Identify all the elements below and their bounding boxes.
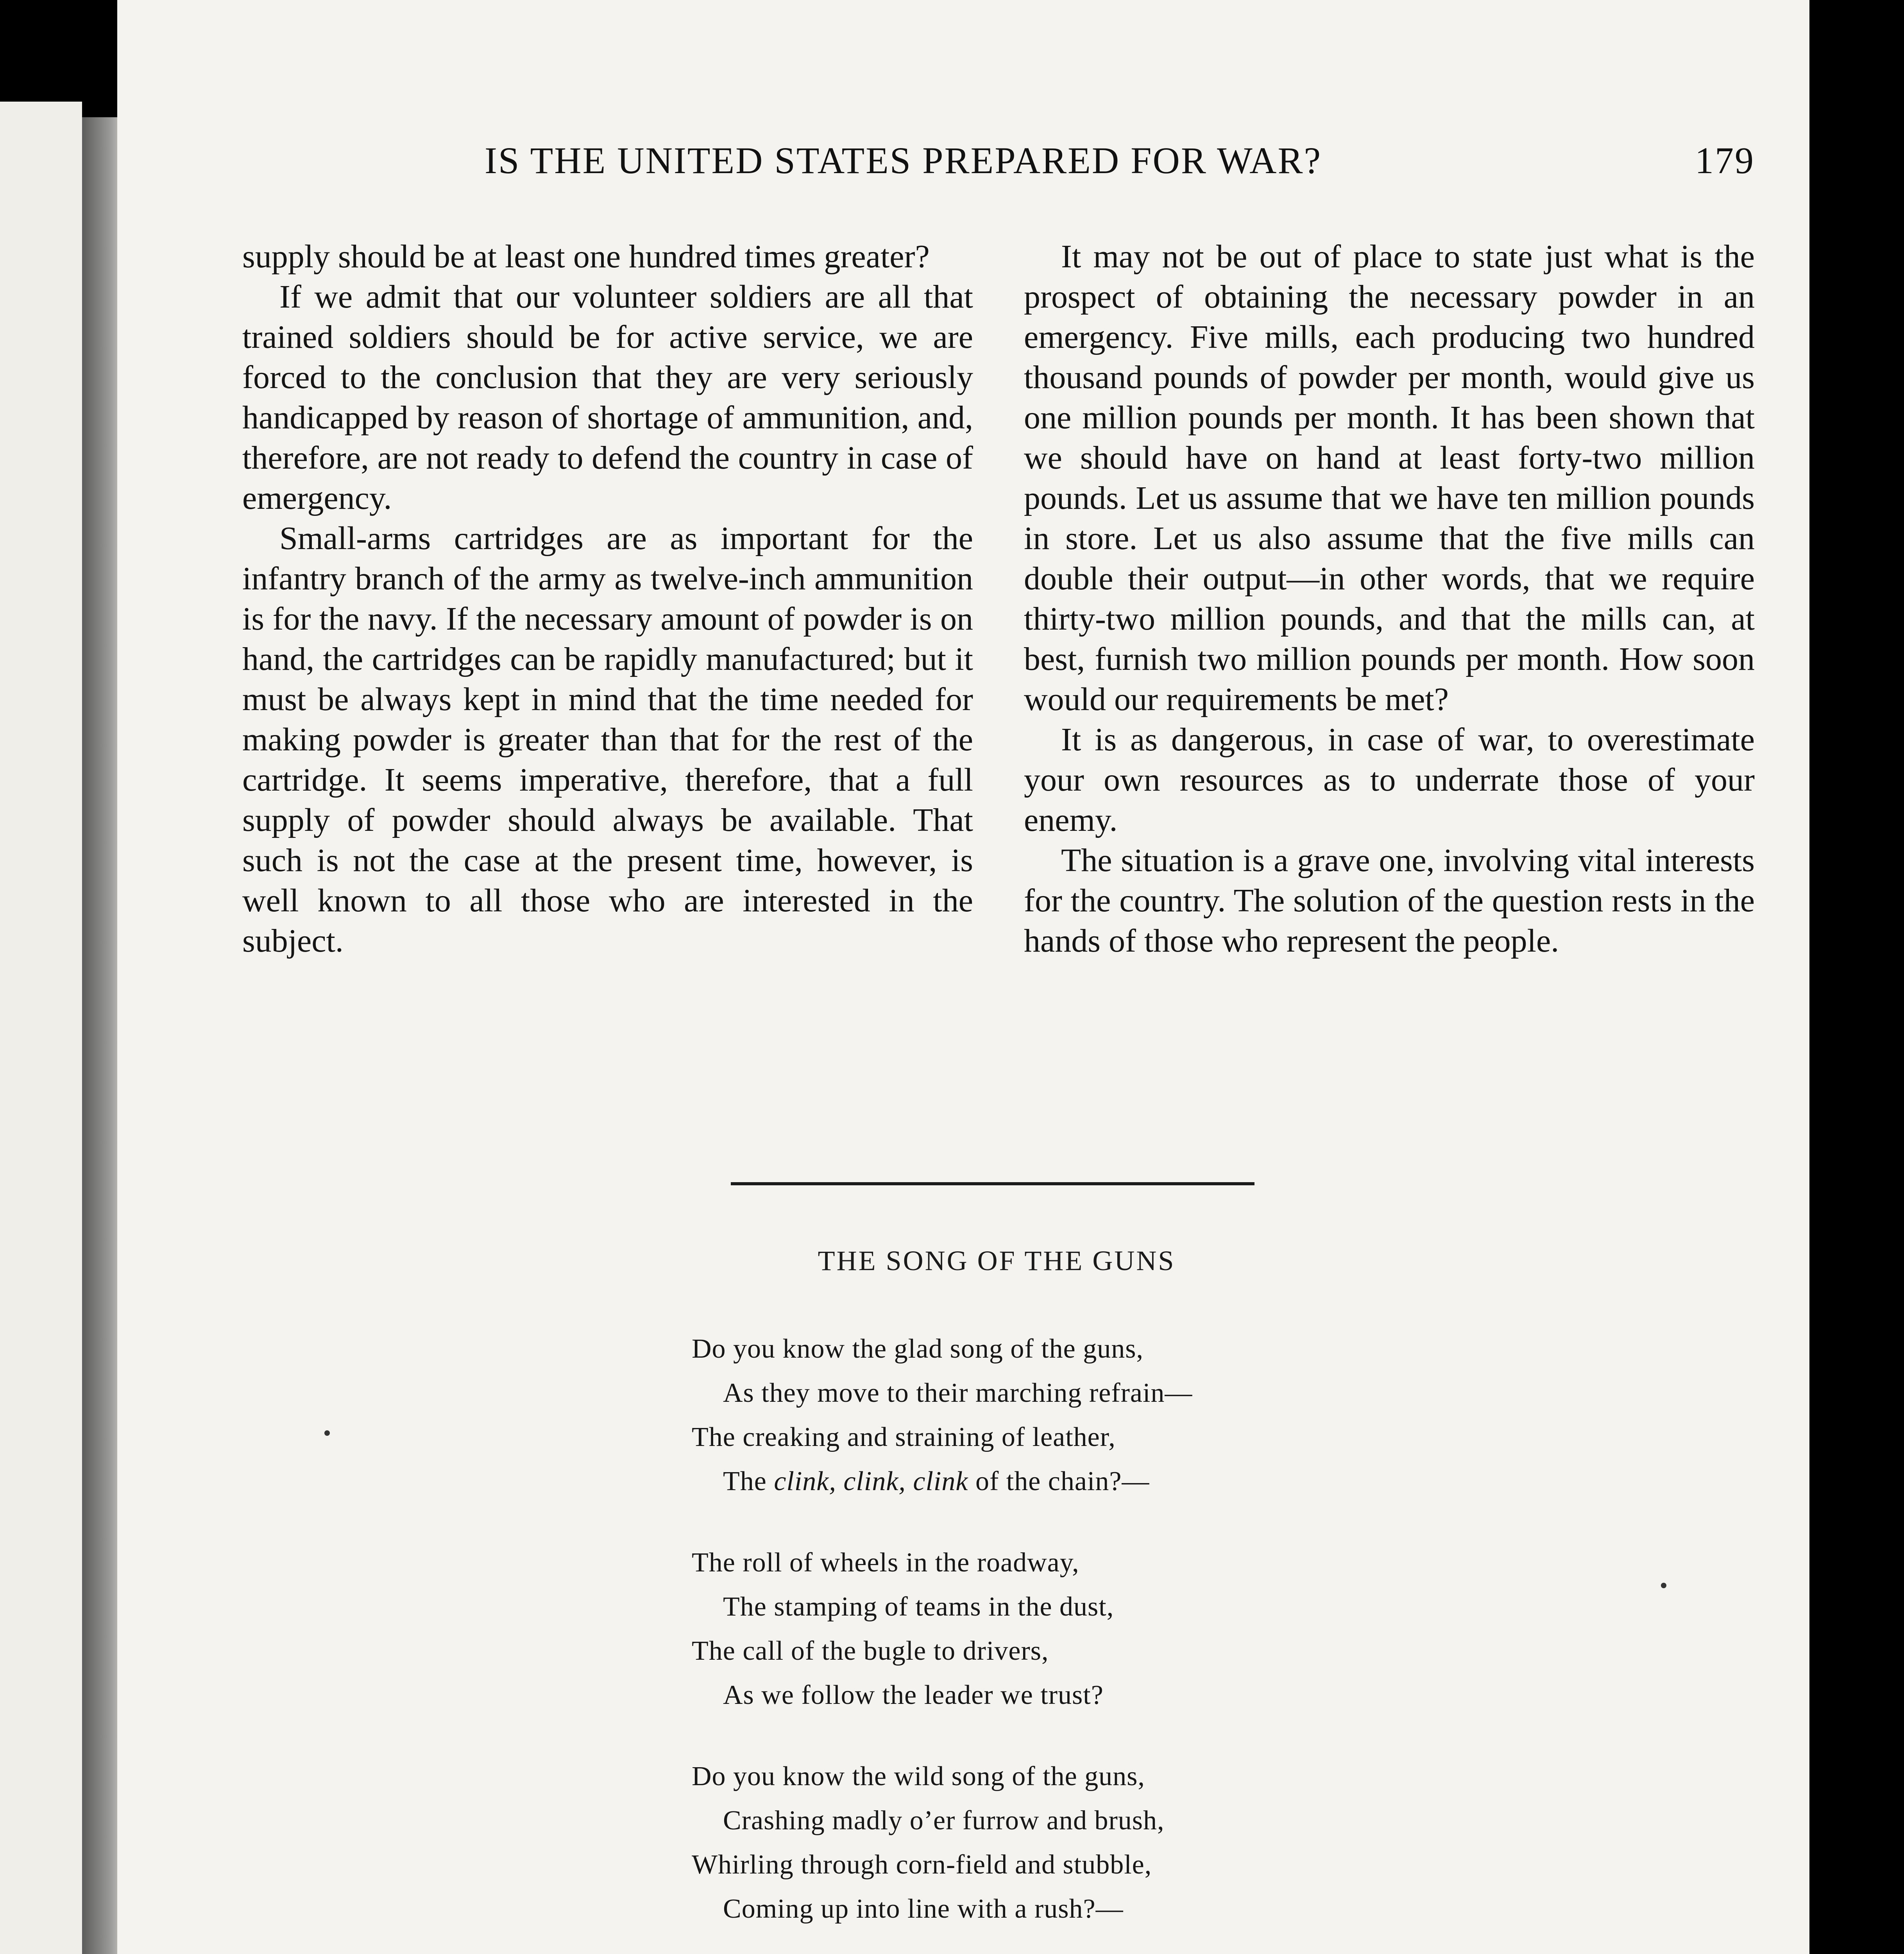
- poem-stanza: [692, 1541, 1434, 1717]
- poem-line: The call of the bugle to drivers,: [692, 1636, 1049, 1666]
- article-paragraph: The situation is a grave one, involving vital interests for the country. The solution of the question rests in the hands of those who represent the people.: [1024, 842, 1755, 959]
- poem-line: The clink, clink, clink of the chain?—: [723, 1466, 1150, 1496]
- poem-line: The roll of wheels in the roadway,: [692, 1548, 1079, 1578]
- poem-line: Do you know the glad song of the guns,: [692, 1334, 1143, 1364]
- previous-page-edge: [0, 102, 82, 1954]
- running-header: [234, 139, 1755, 201]
- scan-speck: [1661, 1583, 1666, 1588]
- poem-line: As they move to their marching refrain—: [723, 1378, 1193, 1408]
- article-paragraph: Small-arms cartridges are as important for the infantry branch of the army as twelve-inch ammunition is for the navy. If the necessary amount of powder is on hand, the cartridges can be rapidly manufactured; but it must be always kept in mind that the time needed for making powder is greater than that for the rest of the cartridge. It seems imperative, therefore, that a full supply of powder should always be available. That such is not the case at the present time, however, is well known to all those who are interested in the subject.: [242, 520, 973, 959]
- article-left-column: [242, 236, 973, 961]
- article-right-column: [1024, 236, 1755, 961]
- poem-line: Crashing madly o’er furrow and brush,: [723, 1805, 1165, 1836]
- poem-line: Coming up into line with a rush?—: [723, 1894, 1124, 1924]
- poem-line: Do you know the wild song of the guns,: [692, 1761, 1145, 1791]
- article-paragraph: It may not be out of place to state just what is the prospect of obtaining the necessary powder in an emergency. Five mills, each producing two hundred thousand pounds of powder per month, would give us one million pounds per month. It has been shown that we should have on hand at least forty-two million pounds. Let us assume that we have ten million pounds in store. Let us also assume that the five mills can double their output—in other words, that we require thirty-two million pounds, and that the mills can, at best, furnish two million pounds per month. How soon would our requirements be met?: [1024, 238, 1755, 718]
- poem-body: [692, 1327, 1434, 1954]
- scan-speck: [324, 1430, 330, 1436]
- poem-title: THE SONG OF THE GUNS: [818, 1245, 1176, 1276]
- article-paragraph: It is as dangerous, in case of war, to overestimate your own resources as to underrate those of your enemy.: [1024, 721, 1755, 838]
- poem-line: As we follow the leader we trust?: [723, 1680, 1104, 1710]
- poem-stanza: [692, 1754, 1434, 1931]
- page-number: 179: [1695, 140, 1755, 181]
- poem-line: Whirling through corn-field and stubble,: [692, 1850, 1152, 1880]
- article-paragraph: supply should be at least one hundred times greater?: [242, 238, 930, 275]
- poem-line: The creaking and straining of leather,: [692, 1422, 1116, 1452]
- article-paragraph: If we admit that our volunteer soldiers are all that trained soldiers should be for active service, we are forced to the conclusion that they are very seriously handicapped by reason of shortage of ammunition, and, therefore, are not ready to defend the country in case of emergency.: [242, 279, 973, 516]
- running-title: IS THE UNITED STATES PREPARED FOR WAR?: [485, 140, 1322, 181]
- section-divider: [731, 1182, 1254, 1185]
- poem-stanza: [692, 1327, 1434, 1503]
- poem-line: The stamping of teams in the dust,: [723, 1592, 1114, 1622]
